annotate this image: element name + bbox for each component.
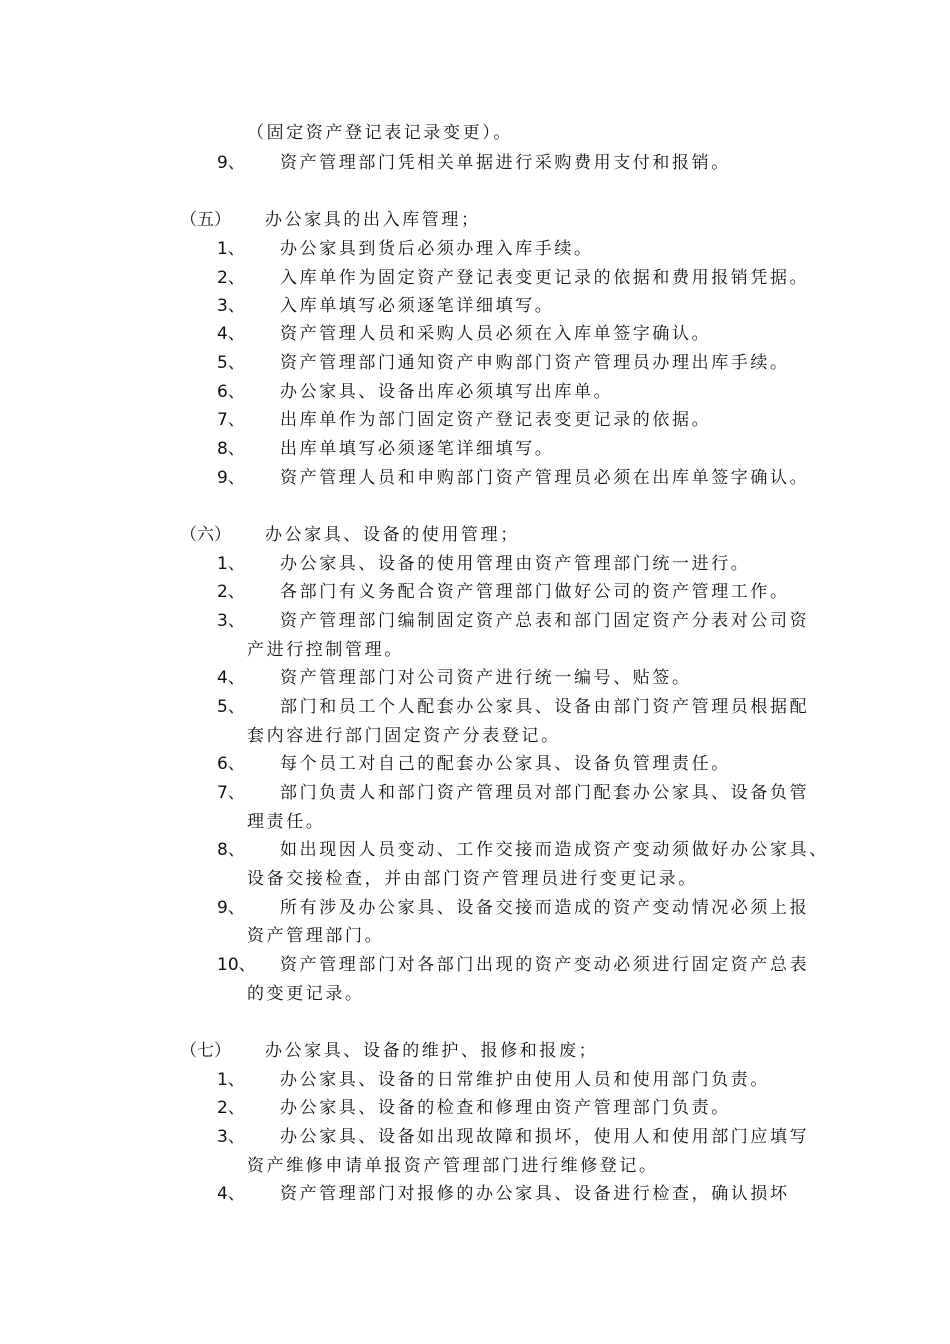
item-text: 资产管理部门通知资产申购部门资产管理员办理出库手续。 — [280, 353, 790, 373]
item-text: 资产管理人员和申购部门资产管理员必须在出库单签字确认。 — [280, 468, 810, 488]
item-number: 6、 — [217, 382, 245, 402]
item-text: （七） — [180, 1041, 231, 1061]
item-number: 2、 — [217, 268, 245, 288]
item-number: 10、 — [217, 955, 256, 975]
item-text-continued: 资产管理部门。 — [247, 926, 385, 946]
item-number: 6、 — [217, 754, 245, 774]
item-text: （六） — [180, 525, 231, 545]
item-text: 每个员工对自己的配套办公家具、设备负管理责任。 — [280, 754, 731, 774]
item-text: 办公家具的出入库管理； — [265, 210, 481, 230]
item-number: 5、 — [217, 353, 245, 373]
item-number: 8、 — [217, 439, 245, 459]
item-text: 所有涉及办公家具、设备交接而造成的资产变动情况必须上报 — [280, 898, 810, 918]
item-number: 9、 — [217, 153, 245, 173]
item-number: 3、 — [217, 1127, 245, 1147]
item-number: 3、 — [217, 611, 245, 631]
item-text: 部门负责人和部门资产管理员对部门配套办公家具、设备负管 — [280, 783, 810, 803]
item-text: 办公家具、设备的使用管理由资产管理部门统一进行。 — [280, 554, 751, 574]
item-text: 资产管理部门编制固定资产总表和部门固定资产分表对公司资 — [280, 611, 810, 631]
item-text: 部门和员工个人配套办公家具、设备由部门资产管理员根据配 — [280, 697, 810, 717]
item-text: 资产管理部门对公司资产进行统一编号、贴签。 — [280, 668, 692, 688]
item-text: 办公家具、设备的检查和修理由资产管理部门负责。 — [280, 1098, 731, 1118]
item-text: 办公家具、设备如出现故障和损坏，使用人和使用部门应填写 — [280, 1127, 810, 1147]
item-text: （五） — [180, 210, 231, 230]
item-number: 1、 — [217, 1070, 245, 1090]
item-number: 2、 — [217, 1098, 245, 1118]
item-number: 4、 — [217, 1184, 245, 1204]
item-text: 办公家具到货后必须办理入库手续。 — [280, 239, 594, 259]
item-number: 1、 — [217, 239, 245, 259]
item-text: 资产管理部门凭相关单据进行采购费用支付和报销。 — [280, 153, 731, 173]
item-number: 9、 — [217, 898, 245, 918]
item-number: 8、 — [217, 840, 245, 860]
item-text: 资产管理部门对报修的办公家具、设备进行检查，确认损坏 — [280, 1184, 790, 1204]
item-text-continued: 产进行控制管理。 — [247, 640, 404, 660]
item-text: 办公家具、设备的日常维护由使用人员和使用部门负责。 — [280, 1070, 770, 1090]
item-text-continued: 资产维修申请单报资产管理部门进行维修登记。 — [247, 1156, 659, 1176]
item-number: 4、 — [217, 668, 245, 688]
item-text: 办公家具、设备的使用管理； — [265, 525, 520, 545]
item-text: 办公家具、设备的维护、报修和报废； — [265, 1041, 599, 1061]
item-text: 各部门有义务配合资产管理部门做好公司的资产管理工作。 — [280, 582, 790, 602]
item-text: 办公家具、设备出库必须填写出库单。 — [280, 382, 614, 402]
item-text: 资产管理人员和采购人员必须在入库单签字确认。 — [280, 324, 712, 344]
item-text: 出库单作为部门固定资产登记表变更记录的依据。 — [280, 410, 712, 430]
item-number: 7、 — [217, 410, 245, 430]
item-text: 入库单作为固定资产登记表变更记录的依据和费用报销凭据。 — [280, 268, 810, 288]
item-text-continued: 的变更记录。 — [247, 984, 365, 1004]
item-text: 出库单填写必须逐笔详细填写。 — [280, 439, 555, 459]
item-text-continued: （固定资产登记表记录变更）。 — [247, 123, 513, 143]
item-text: 资产管理部门对各部门出现的资产变动必须进行固定资产总表 — [280, 955, 810, 975]
item-number: 5、 — [217, 697, 245, 717]
item-number: 4、 — [217, 324, 245, 344]
item-number: 9、 — [217, 468, 245, 488]
item-text: 入库单填写必须逐笔详细填写。 — [280, 296, 555, 316]
item-number: 3、 — [217, 296, 245, 316]
item-number: 7、 — [217, 783, 245, 803]
item-number: 1、 — [217, 554, 245, 574]
item-number: 2、 — [217, 582, 245, 602]
item-text: 如出现因人员变动、工作交接而造成资产变动须做好办公家具、 — [280, 840, 829, 860]
item-text-continued: 套内容进行部门固定资产分表登记。 — [247, 726, 561, 746]
item-text-continued: 理责任。 — [247, 812, 326, 832]
item-text-continued: 设备交接检查，并由部门资产管理员进行变更记录。 — [247, 869, 698, 889]
